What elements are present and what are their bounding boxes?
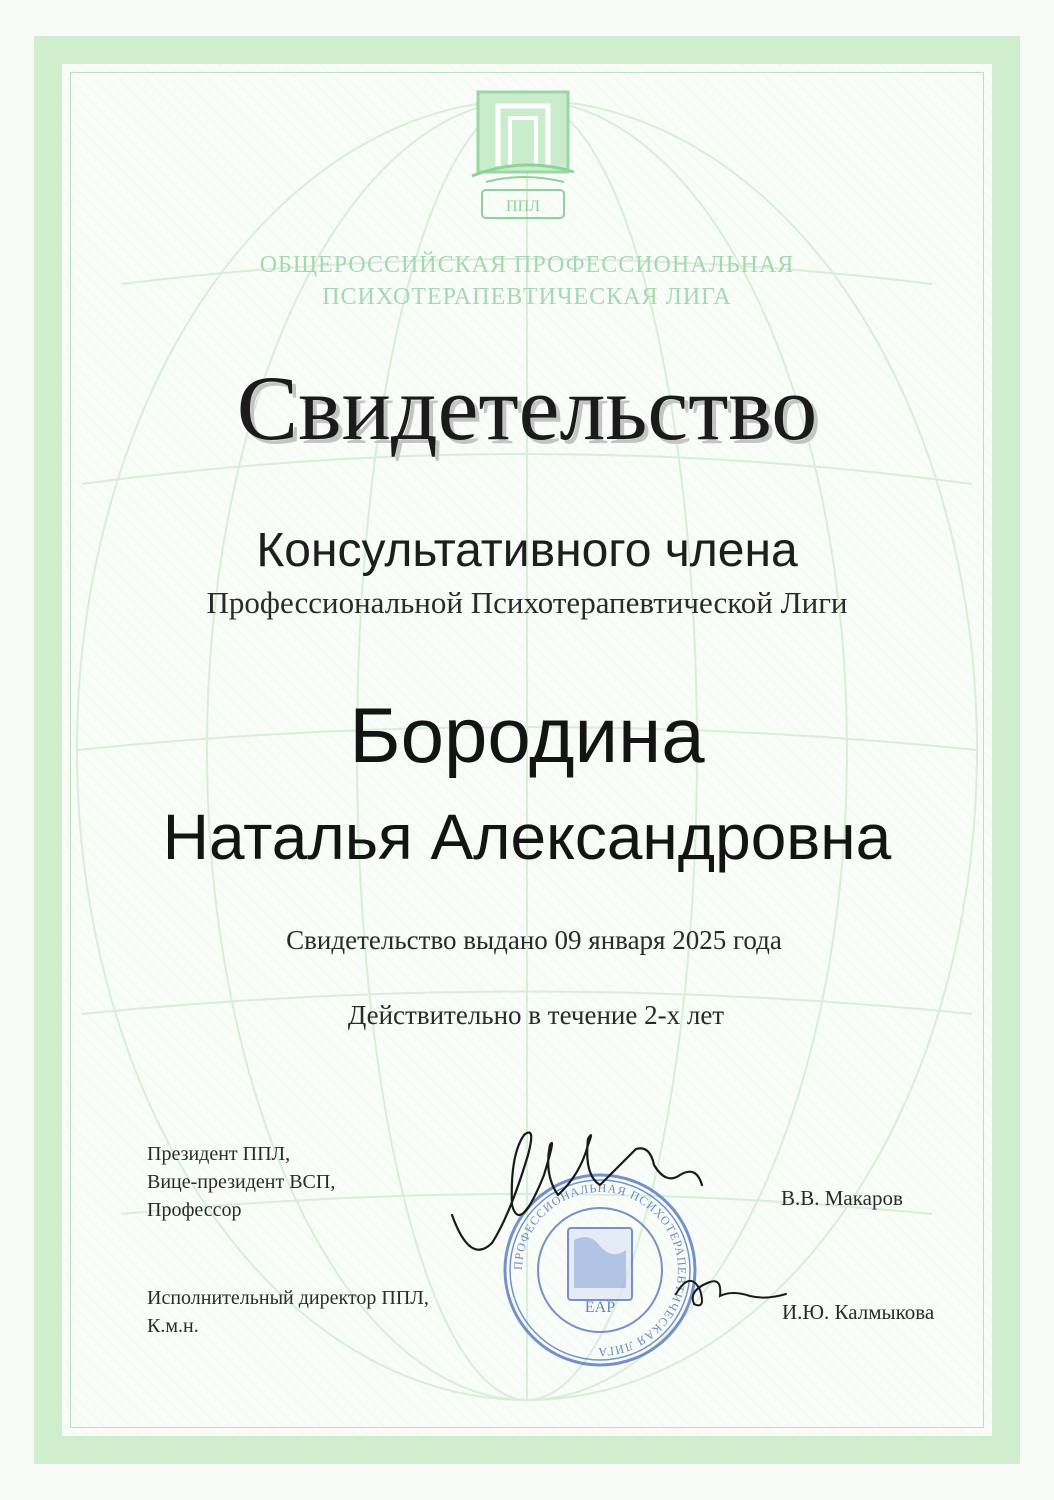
- validity-text: Действительно в течение 2-х лет: [347, 1000, 725, 1030]
- organization-name-line1: ОБЩЕРОССИЙСКАЯ ПРОФЕССИОНАЛЬНАЯ: [259, 252, 795, 278]
- signatory-2-roles: [147, 1284, 429, 1340]
- signatory-1-role-line: Президент ППЛ,: [147, 1143, 291, 1165]
- signatory-1-role-line: Профессор: [147, 1199, 242, 1221]
- league-name: Профессиональной Психотерапевтической Лиги: [206, 585, 848, 620]
- signatory-1-name: В.В. Макаров: [781, 1186, 903, 1210]
- issue-date-text: Свидетельство выдано 09 января 2025 года: [286, 925, 782, 955]
- holder-surname: Бородина: [349, 691, 705, 779]
- stamp-center-text: EAP: [584, 1299, 616, 1316]
- signatory-2-role-line: К.м.н.: [147, 1315, 199, 1337]
- holder-given-names: Наталья Александровна: [162, 801, 892, 873]
- signature-2: [670, 1260, 790, 1320]
- certificate-title: Свидетельство: [236, 357, 818, 459]
- signatory-1-roles: [147, 1140, 335, 1224]
- signatory-2-role-line: Исполнительный директор ППЛ,: [147, 1287, 429, 1309]
- signatory-2-name: И.Ю. Калмыкова: [782, 1300, 935, 1324]
- organization-name-line2: ПСИХОТЕРАПЕВТИЧЕСКАЯ ЛИГА: [322, 284, 732, 310]
- signatory-1-role-line: Вице-президент ВСП,: [147, 1171, 336, 1193]
- stamp-ring-text: ПРОФЕССИОНАЛЬНАЯ ПСИХОТЕРАПЕВТИЧЕСКАЯ ЛИГА: [510, 1180, 690, 1360]
- league-logo: [468, 86, 578, 228]
- membership-type: Консультативного члена: [256, 524, 798, 577]
- logo-text: ППЛ: [506, 198, 540, 215]
